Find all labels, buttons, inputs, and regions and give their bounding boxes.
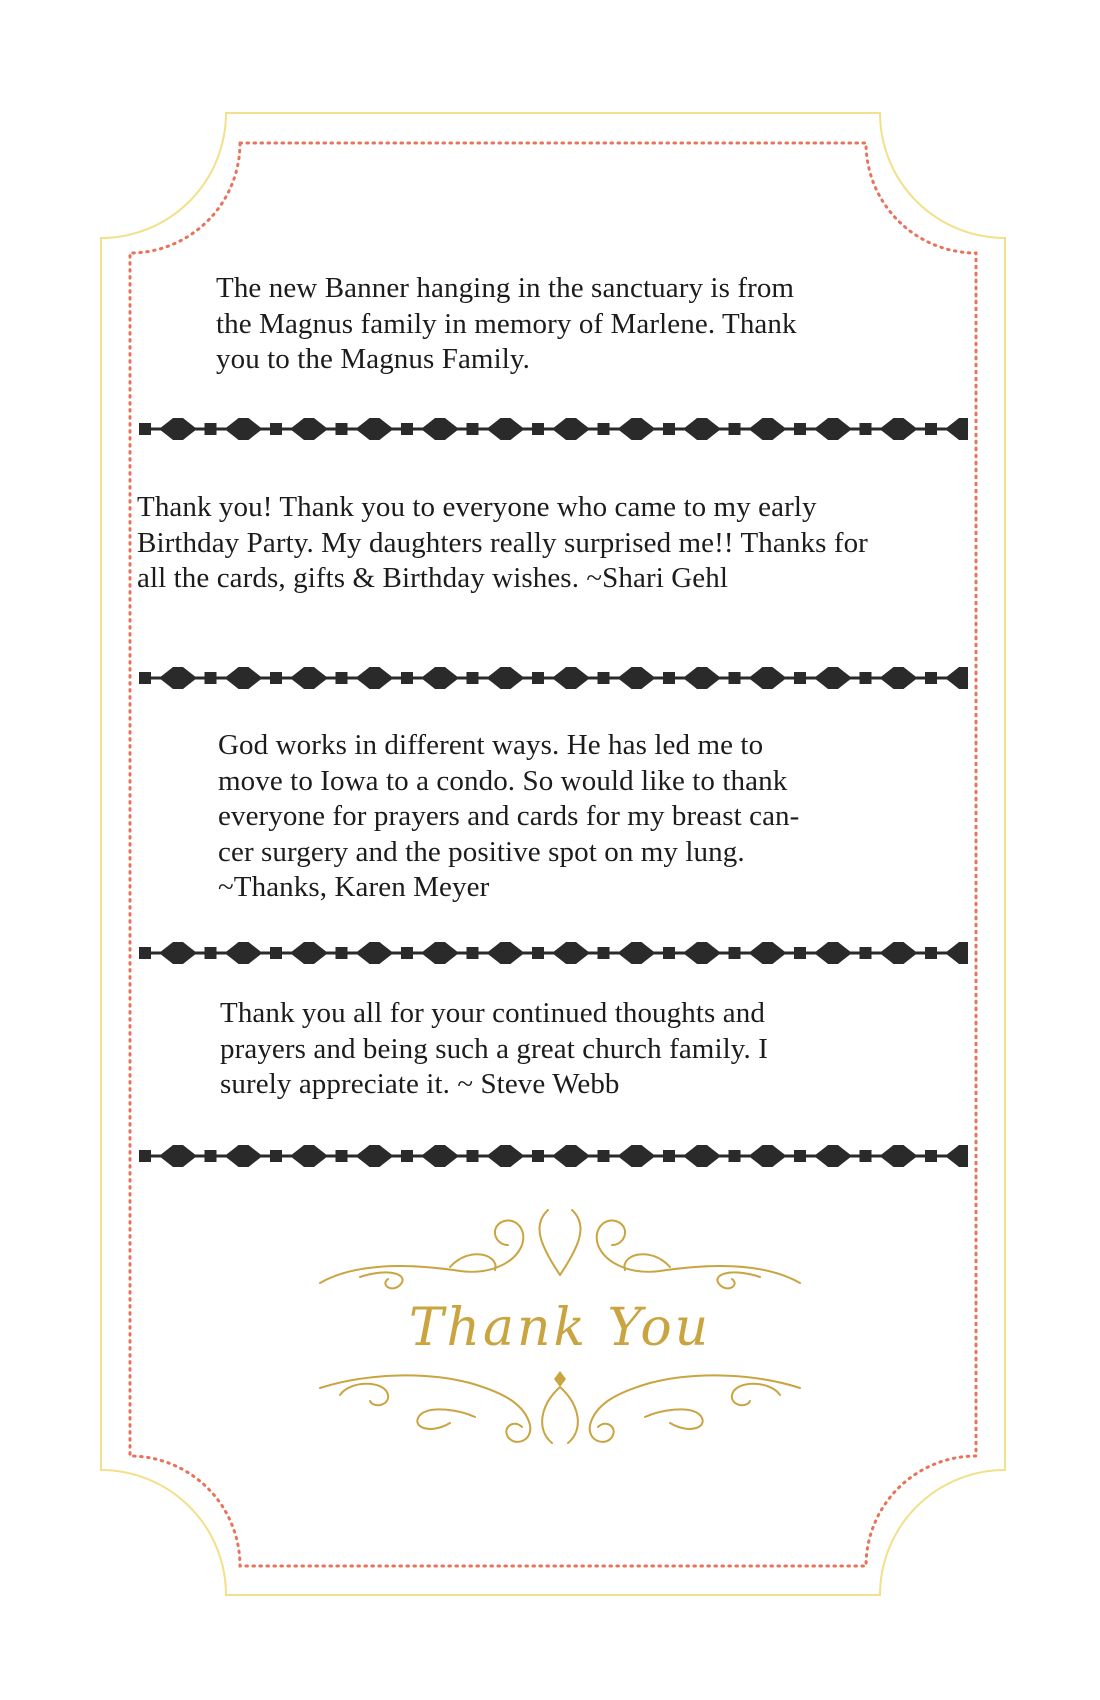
divider-small-bead [794, 672, 806, 684]
divider-large-bead [552, 942, 590, 964]
divider-small-bead [794, 1150, 806, 1162]
note-line: ~Thanks, Karen Meyer [218, 871, 490, 903]
divider-small-bead [205, 947, 217, 959]
divider-small-bead [205, 1150, 217, 1162]
divider-large-bead [290, 418, 328, 440]
divider-large-bead [552, 418, 590, 440]
divider-large-bead [487, 1145, 525, 1167]
top-flourish-center [539, 1210, 580, 1275]
note-line: move to Iowa to a condo. So would like to thank [218, 764, 788, 797]
divider-small-bead [729, 672, 741, 684]
divider-small-bead [336, 672, 348, 684]
divider-large-bead [356, 418, 394, 440]
divider-large-bead [814, 418, 852, 440]
ornamental-divider [138, 1141, 968, 1171]
divider-large-bead [814, 942, 852, 964]
top-flourish-loops [450, 1254, 670, 1270]
divider-large-bead [683, 667, 721, 689]
divider-small-bead [925, 947, 937, 959]
note-line: everyone for prayers and cards for my breast can- [218, 800, 800, 832]
divider-small-bead [270, 947, 282, 959]
note-line: all the cards, gifts & Birthday wishes. ~Shari Gehl [137, 562, 729, 594]
divider-small-bead [663, 947, 675, 959]
divider-large-bead [290, 1145, 328, 1167]
divider-large-bead [945, 1145, 968, 1167]
divider-small-bead [794, 947, 806, 959]
note-line: Birthday Party. My daughters really surprised me!! Thanks for [137, 526, 868, 559]
divider-large-bead [552, 1145, 590, 1167]
thank-you-note-karen-meyer [218, 728, 799, 906]
divider-large-bead [814, 1145, 852, 1167]
divider-large-bead [945, 942, 968, 964]
divider-large-bead [290, 667, 328, 689]
divider-small-bead [467, 1150, 479, 1162]
divider-large-bead [159, 1145, 197, 1167]
divider-small-bead [205, 672, 217, 684]
divider-large-bead [487, 942, 525, 964]
divider-large-bead [618, 1145, 656, 1167]
divider-large-bead [290, 942, 328, 964]
divider-large-bead [749, 418, 787, 440]
divider-small-bead [532, 423, 544, 435]
divider-small-bead [270, 1150, 282, 1162]
divider-small-bead [401, 423, 413, 435]
thank-you-note-steve-webb [220, 996, 768, 1103]
divider-large-bead [814, 667, 852, 689]
divider-large-bead [618, 942, 656, 964]
top-flourish-right [597, 1220, 800, 1283]
divider-small-bead [205, 423, 217, 435]
bottom-flourish-center [542, 1387, 578, 1443]
top-flourish-left [320, 1220, 523, 1283]
divider-small-bead [598, 1150, 610, 1162]
divider-small-bead [860, 1150, 872, 1162]
note-line: cer surgery and the positive spot on my lung. [218, 835, 745, 868]
divider-large-bead [225, 667, 263, 689]
divider-large-bead [749, 1145, 787, 1167]
ornamental-divider [138, 414, 968, 444]
divider-large-bead [749, 942, 787, 964]
divider-small-bead [336, 947, 348, 959]
note-line: Thank you! Thank you to everyone who came to my early [137, 491, 817, 523]
ornamental-divider [138, 938, 968, 968]
divider-large-bead [421, 1145, 459, 1167]
divider-large-bead [225, 1145, 263, 1167]
divider-small-bead [729, 947, 741, 959]
divider-small-bead [663, 672, 675, 684]
thank-you-script-text: Thank You [408, 1298, 712, 1358]
note-line: you to the Magnus Family. [216, 343, 530, 375]
divider-large-bead [749, 667, 787, 689]
divider-large-bead [487, 418, 525, 440]
divider-small-bead [336, 423, 348, 435]
divider-large-bead [421, 418, 459, 440]
divider-small-bead [925, 423, 937, 435]
divider-small-bead [139, 672, 151, 684]
divider-large-bead [880, 418, 918, 440]
divider-small-bead [467, 947, 479, 959]
divider-small-bead [532, 672, 544, 684]
divider-small-bead [532, 947, 544, 959]
bottom-flourish-right [590, 1375, 800, 1441]
divider-large-bead [618, 667, 656, 689]
divider-large-bead [159, 667, 197, 689]
divider-small-bead [860, 672, 872, 684]
divider-small-bead [467, 423, 479, 435]
divider-small-bead [532, 1150, 544, 1162]
divider-small-bead [467, 672, 479, 684]
divider-large-bead [945, 667, 968, 689]
divider-small-bead [860, 423, 872, 435]
divider-large-bead [683, 418, 721, 440]
divider-small-bead [401, 947, 413, 959]
divider-large-bead [880, 667, 918, 689]
divider-small-bead [139, 947, 151, 959]
divider-small-bead [729, 1150, 741, 1162]
divider-small-bead [729, 423, 741, 435]
divider-small-bead [598, 947, 610, 959]
thank-you-note-magnus [216, 271, 797, 378]
divider-large-bead [683, 942, 721, 964]
divider-large-bead [683, 1145, 721, 1167]
divider-large-bead [552, 667, 590, 689]
divider-large-bead [225, 418, 263, 440]
divider-small-bead [336, 1150, 348, 1162]
divider-large-bead [618, 418, 656, 440]
divider-large-bead [487, 667, 525, 689]
divider-large-bead [880, 942, 918, 964]
divider-large-bead [225, 942, 263, 964]
divider-small-bead [925, 1150, 937, 1162]
divider-small-bead [401, 1150, 413, 1162]
divider-large-bead [159, 942, 197, 964]
divider-small-bead [663, 423, 675, 435]
divider-small-bead [598, 672, 610, 684]
note-line: prayers and being such a great church family. I [220, 1032, 768, 1065]
divider-small-bead [270, 672, 282, 684]
divider-large-bead [421, 667, 459, 689]
divider-large-bead [945, 418, 968, 440]
divider-large-bead [356, 667, 394, 689]
divider-small-bead [270, 423, 282, 435]
divider-small-bead [139, 423, 151, 435]
divider-small-bead [401, 672, 413, 684]
note-line: Thank you all for your continued thoughts and [220, 997, 765, 1029]
divider-large-bead [421, 942, 459, 964]
divider-small-bead [925, 672, 937, 684]
note-line: surely appreciate it. ~ Steve Webb [220, 1068, 620, 1100]
note-line: The new Banner hanging in the sanctuary is from [216, 272, 795, 304]
bottom-flourish-left [320, 1375, 530, 1441]
thank-you-note-shari-gehl [137, 490, 868, 597]
divider-small-bead [794, 423, 806, 435]
divider-large-bead [880, 1145, 918, 1167]
divider-large-bead [356, 942, 394, 964]
diamond-ornament [554, 1371, 566, 1387]
divider-small-bead [663, 1150, 675, 1162]
divider-large-bead [159, 418, 197, 440]
thank-you-emblem [300, 1205, 820, 1455]
divider-small-bead [860, 947, 872, 959]
divider-small-bead [139, 1150, 151, 1162]
divider-small-bead [598, 423, 610, 435]
divider-large-bead [356, 1145, 394, 1167]
ornamental-divider [138, 663, 968, 693]
note-line: God works in different ways. He has led me to [218, 729, 764, 761]
note-line: the Magnus family in memory of Marlene. Thank [216, 307, 797, 340]
